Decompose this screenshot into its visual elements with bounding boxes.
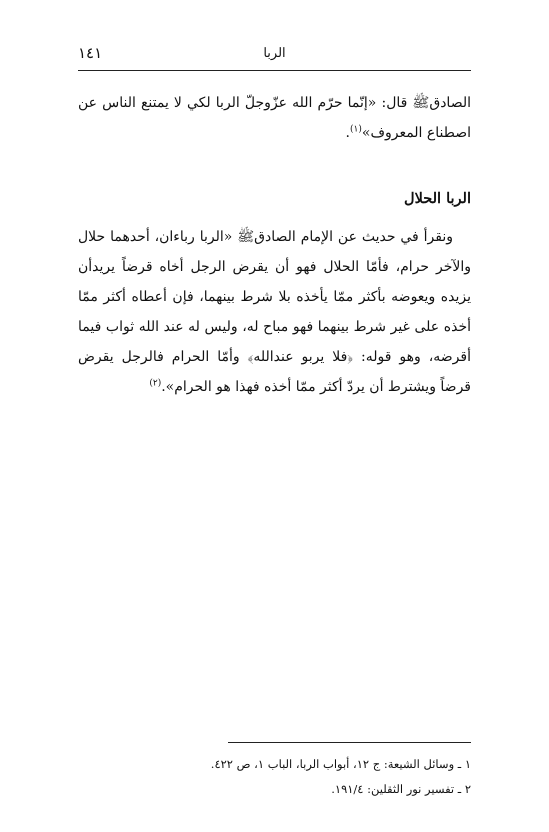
section-text: ونقرأ في حديث عن الإمام الصادقﷺ «الربا رباءان، أحدهما حلال والآخر حرام، فأمّا الحلال فهو أن يقرض الرجل أخاه قرضاً يريدأن يزيده ويعوضه بأكثر ممّا يأخذه بلا شرط بينهما، فإن أعطاه أكثر ممّا أخذه على غير شرط بينهما فهو مباح له، وليس له عند الله ثواب فيما أقرضه، وهو قوله: ﴿فلا يربو عندالله﴾ وأمّا الحرام فالرجل يقرض قرضاً ويشترط أن يردّ أكثر ممّا أخذه فهذا هو الحرام». [78,229,471,395]
running-title: الربا [263,46,286,61]
footnotes [78,752,471,802]
main-text [78,88,471,402]
intro-paragraph [78,88,471,148]
intro-end: . [345,125,350,141]
page-header [78,44,471,66]
section-paragraph [78,222,471,402]
section-heading: الربا الحلال [404,190,471,207]
footnote-2: ٢ ـ تفسير نور الثقلين: ١٩١/٤. [331,782,471,796]
header-rule [78,70,471,71]
page-number: ١٤١ [78,44,103,62]
footnote-1: ١ ـ وسائل الشيعة: ج ١٢، أبواب الربا، الباب ١، ص ٤٢٢. [210,757,471,771]
footnote-ref-1: (١) [350,124,362,135]
footnote-rule [228,742,471,743]
footnote-ref-2: (٢) [149,378,162,389]
intro-text: الصادقﷺ قال: «إنّما حرّم الله عزّوجلّ الربا لكي لا يمتنع الناس عن اصطناع المعروف» [78,95,471,141]
